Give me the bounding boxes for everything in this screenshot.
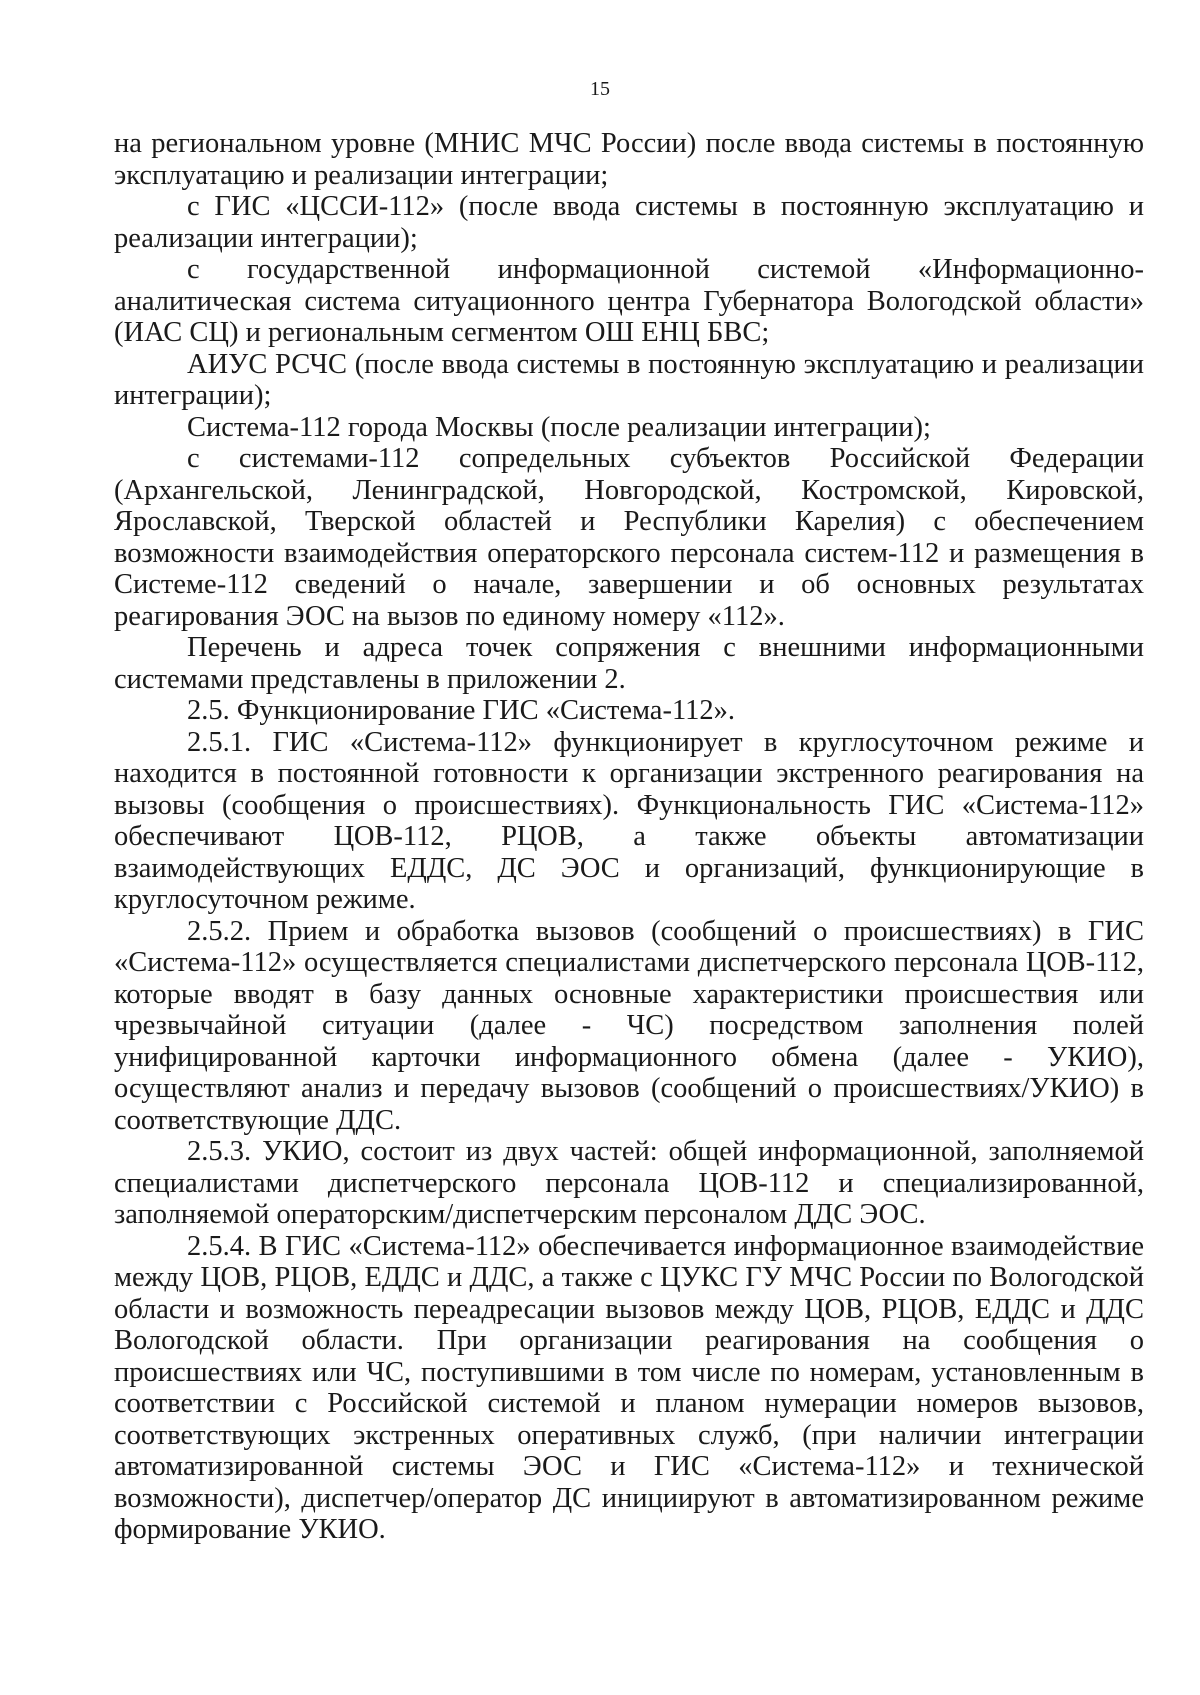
paragraph-gis-cssi: с ГИС «ЦССИ-112» (после ввода системы в постоянную эксплуатацию и реализации интеграции); <box>114 191 1144 254</box>
page-number: 15 <box>590 78 610 100</box>
paragraph-neighbor-regions: с системами-112 сопредельных субъектов Российской Федерации (Архангельской, Ленинградской, Новгородской, Костромской, Кировской, Ярославской, Тверской областей и Республики Карелия) с обеспечением возможности взаимодействия операторского персонала систем-112 и размещения в Системе-112 сведений о начале, завершении и об основных результатах реагирования ЭОС на вызов по единому номеру «112». <box>114 443 1144 632</box>
paragraph-2-5-3: 2.5.3. УКИО, состоит из двух частей: общей информационной, заполняемой специалистами диспетчерского персонала ЦОВ-112 и специализированной, заполняемой операторским/диспетчерским персоналом ДДС ЭОС. <box>114 1136 1144 1230</box>
document-body <box>114 128 1144 1546</box>
paragraph-regional-level: на региональном уровне (МНИС МЧС России) после ввода системы в постоянную эксплуатацию и реализации интеграции; <box>114 128 1144 191</box>
section-heading-2-5: 2.5. Функционирование ГИС «Система-112». <box>187 695 736 726</box>
paragraph-2-5-2: 2.5.2. Прием и обработка вызовов (сообщений о происшествиях) в ГИС «Система-112» осуществляется специалистами диспетчерского персонала ЦОВ-112, которые вводят в базу данных основные характеристики происшествия или чрезвычайной ситуации (далее - ЧС) посредством заполнения полей унифицированной карточки информационного обмена (далее - УКИО), осуществляют анализ и передачу вызовов (сообщений о происшествиях/УКИО) в соответствующие ДДС. <box>114 915 1144 1136</box>
paragraph-2-5-1: 2.5.1. ГИС «Система-112» функционирует в круглосуточном режиме и находится в постоянной готовности к организации экстренного реагирования на вызовы (сообщения о происшествиях). Функциональность ГИС «Система-112» обеспечивают ЦОВ-112, РЦОВ, а также объекты автоматизации взаимодействующих ЕДДС, ДС ЭОС и организаций, функционирующие в круглосуточном режиме. <box>114 726 1144 915</box>
paragraph-2-5-4: 2.5.4. В ГИС «Система-112» обеспечивается информационное взаимодействие между ЦОВ, РЦОВ, ЕДДС и ДДС, а также с ЦУКС ГУ МЧС России по Вологодской области и возможность переадресации вызовов между ЦОВ, РЦОВ, ЕДДС и ДДС Вологодской области. При организации реагирования на сообщения о происшествиях или ЧС, поступившими в том числе по номерам, установленным в соответствии с Российской системой и планом нумерации номеров вызовов, соответствующих экстренных оперативных служб, (при наличии интеграции автоматизированной системы ЭОС и ГИС «Система-112» и технической возможности), диспетчер/оператор ДС инициируют в автоматизированном режиме формирование УКИО. <box>114 1230 1144 1545</box>
paragraph-interface-points: Перечень и адреса точек сопряжения с внешними информационными системами представлены в приложении 2. <box>114 632 1144 695</box>
paragraph-aius-rschs: АИУС РСЧС (после ввода системы в постоянную эксплуатацию и реализации интеграции); <box>114 348 1144 411</box>
paragraph-ias-sc: с государственной информационной системой «Информационно-аналитическая система ситуационного центра Губернатора Вологодской области» (ИАС СЦ) и региональным сегментом ОШ ЕНЦ БВС; <box>114 254 1144 348</box>
paragraph-moscow-112: Система-112 города Москвы (после реализации интеграции); <box>187 411 931 443</box>
